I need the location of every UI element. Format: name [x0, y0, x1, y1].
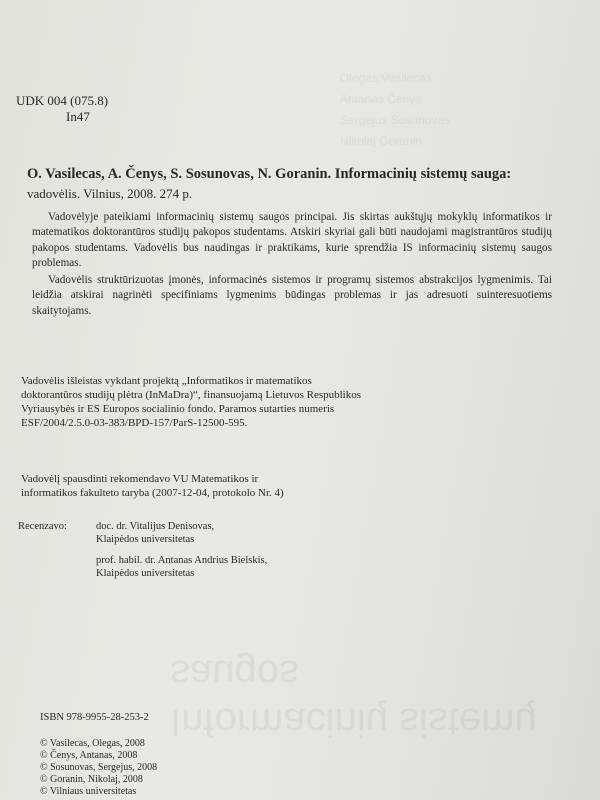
ghost-name: Olegas Vasilecas: [339, 71, 432, 85]
authors: O. Vasilecas, A. Čenys, S. Sosunovas, N. Goranin.: [27, 166, 332, 182]
reviewer: [96, 520, 267, 546]
udk-code: UDK 004 (075.8): [16, 93, 109, 108]
ghost-name: Nikolaj Goranin: [339, 134, 422, 148]
copyright-line: © Vilniaus universitetas: [40, 786, 137, 797]
ghost-name: Antanas Čenys: [339, 92, 422, 106]
reviewer-name: doc. dr. Vitalijus Denisovas,: [96, 521, 215, 532]
reviewers-label: Recenzavo:: [18, 521, 67, 532]
funding-note: [21, 374, 541, 430]
copyright-list: [40, 738, 157, 798]
abstract: [32, 210, 552, 321]
funding-line: Vadovėlis išleistas vykdant projektą „Informatikos ir matematikos: [21, 375, 312, 387]
copyright-line: © Vasilecas, Olegas, 2008: [40, 738, 145, 749]
book-title: Informacinių sistemų sauga:: [334, 166, 512, 182]
book-title-line: [27, 166, 511, 183]
reviewer-name: prof. habil. dr. Antanas Andrius Bielskis,: [96, 555, 268, 566]
book-subtitle: vadovėlis. Vilnius, 2008. 274 p.: [27, 186, 193, 201]
show-through-title: Informacinių sistemų saugos: [170, 652, 537, 744]
reviewers-list: [96, 520, 267, 588]
funding-line: Vyriausybės ir ES Europos socialinio fondo. Paramos sutarties numeris: [21, 403, 335, 415]
reviewer-org: Klaipėdos universitetas: [96, 568, 195, 579]
recommendation-line: Vadovėlį spausdinti rekomendavo VU Matematikos ir: [21, 473, 259, 485]
isbn: ISBN 978-9955-28-253-2: [40, 712, 149, 723]
copyright-line: © Sosunovas, Sergejus, 2008: [40, 762, 158, 773]
reviewer: [96, 554, 267, 580]
recommendation-note: [21, 472, 541, 500]
show-through-names: [340, 68, 450, 152]
udk-block: [16, 93, 108, 125]
abstract-paragraph: Vadovėlis struktūrizuotas įmonės, informacinės sistemos ir programų sistemos abstrakcijos lygmenimis. Tai leidžia atskirai nagrinėti specifiniams lygmenims būdingas problemas ir jas adresuoti suinteresuotiems skaitytojams.: [32, 274, 552, 317]
reviewer-org: Klaipėdos universitetas: [96, 534, 195, 545]
recommendation-line: informatikos fakulteto taryba (2007-12-04, protokolo Nr. 4): [21, 487, 284, 499]
abstract-paragraph: Vadovėlyje pateikiami informacinių sistemų saugos principai. Jis skirtas aukštųjų mokyklų informatikos ir matematikos doktorantūros studijų pakopos studentams. Atskiri skyriai gali būti naudojami magistrantūros studijų pakopos studentams. Vadovėlis bus naudingas ir praktikams, kurie sprendžia IS informacinių sistemų saugos problemas.: [32, 211, 552, 269]
funding-line: doktorantūros studijų plėtra (InMaDra)“, finansuojamą Lietuvos Respublikos: [21, 389, 362, 401]
udk-index: In47: [66, 109, 90, 124]
copyright-line: © Čenys, Antanas, 2008: [40, 750, 138, 761]
copyright-line: © Goranin, Nikolaj, 2008: [40, 774, 143, 785]
funding-line: ESF/2004/2.5.0-03-383/BPD-157/ParS-12500-595.: [21, 417, 248, 429]
ghost-name: Sergejus Sosunovas: [339, 113, 450, 127]
